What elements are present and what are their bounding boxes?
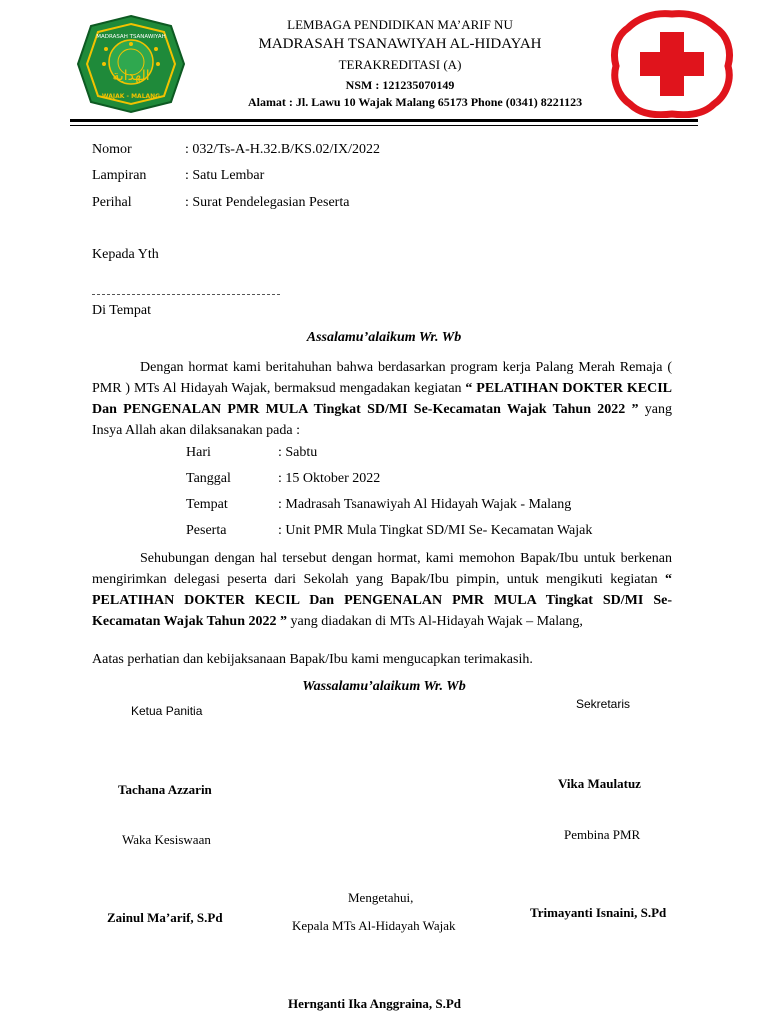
p2-text-b: yang diadakan di MTs Al-Hidayah Wajak – Malang, [287,614,583,629]
kepada-yth: Kepada Yth [92,247,159,262]
detail-label-tempat: Tempat [186,497,228,512]
perihal-value: : Surat Pendelegasian Peserta [185,195,350,210]
detail-label-hari: Hari [186,445,211,460]
kepala-title: Kepala MTs Al-Hidayah Wajak [292,918,456,933]
waka-title: Waka Kesiswaan [122,832,211,847]
header-rule-thin [70,125,698,126]
kepala-name: Hernganti Ika Anggraina, S.Pd [288,996,462,1011]
header-rule-thick [70,119,698,122]
header-nsm: NSM : 121235070149 [345,78,455,92]
logo-arabic: الهداية [112,68,150,84]
detail-value-peserta: : Unit PMR Mula Tingkat SD/MI Se- Kecamatan Wajak [278,523,593,538]
perihal-label: Perihal [92,195,132,210]
lampiran-label: Lampiran [92,168,147,183]
greeting: Assalamu’alaikum Wr. Wb [306,330,462,345]
recipient-blank-line [92,294,280,295]
pembina-name: Trimayanti Isnaini, S.Pd [530,905,667,920]
p1-event-name: “ PELATIHAN DOKTER KECIL Dan PENGENALAN PMR MULA Tingkat SD/MI Se-Kecamatan Wajak Tahun 2022 ” [92,381,672,417]
di-tempat: Di Tempat [92,303,152,318]
pembina-title: Pembina PMR [564,827,641,842]
school-logo [76,14,186,114]
sekretaris-title: Sekretaris [576,697,631,711]
p1-text-b: yang Insya Allah akan dilaksanakan pada : [92,402,672,438]
p2-event-name: “ PELATIHAN DOKTER KECIL Dan PENGENALAN PMR MULA Tingkat SD/MI Se-Kecamatan Wajak Tahun 2022 ” [92,572,672,629]
paragraph-3: Aatas perhatian dan kebijaksanaan Bapak/Ibu kami mengucapkan terimakasih. [92,652,533,667]
logo-bottom-text: WAJAK - MALANG [101,93,161,100]
ketua-title: Ketua Panitia [131,704,203,718]
closing: Wassalamu’alaikum Wr. Wb [302,679,466,694]
detail-value-hari: : Sabtu [278,445,318,460]
nomor-label: Nomor [92,142,132,157]
p1-text-a: Dengan hormat kami beritahuhan bahwa berdasarkan program kerja Palang Merah Remaja ( PMR ) MTs Al Hidayah Wajak, bermaksud mengadakan kegiatan [92,360,672,396]
detail-label-tanggal: Tanggal [186,471,231,486]
logo-top-text: MADRASAH TSANAWIYAH [96,34,166,40]
paragraph-2 [92,548,672,632]
paragraph-1 [92,357,672,441]
sekretaris-name: Vika Maulatuz [558,776,641,791]
detail-value-tempat: : Madrasah Tsanawiyah Al Hidayah Wajak - Malang [278,497,572,512]
p2-text-a: Sehubungan dengan hal tersebut dengan hormat, kami memohon Bapak/Ibu untuk berkenan mengirimkan delegasi peserta dari Sekolah yang Bapak/Ibu pimpin, untuk mengikuti kegiatan [92,551,672,587]
header-school-name: MADRASAH TSANAWIYAH AL-HIDAYAH [258,36,542,52]
header-institution: LEMBAGA PENDIDIKAN MA’ARIF NU [287,17,513,32]
ketua-name: Tachana Azzarin [118,782,212,797]
detail-label-peserta: Peserta [186,523,227,538]
waka-name: Zainul Ma’arif, S.Pd [107,910,223,925]
header-accreditation: TERAKREDITASI (A) [338,57,462,72]
nomor-value: : 032/Ts-A-H.32.B/KS.02/IX/2022 [185,142,381,157]
mengetahui: Mengetahui, [348,890,414,905]
lampiran-value: : Satu Lembar [185,168,265,183]
header-address: Alamat : Jl. Lawu 10 Wajak Malang 65173 Phone (0341) 8221123 [247,95,583,109]
detail-value-tanggal: : 15 Oktober 2022 [278,471,381,486]
